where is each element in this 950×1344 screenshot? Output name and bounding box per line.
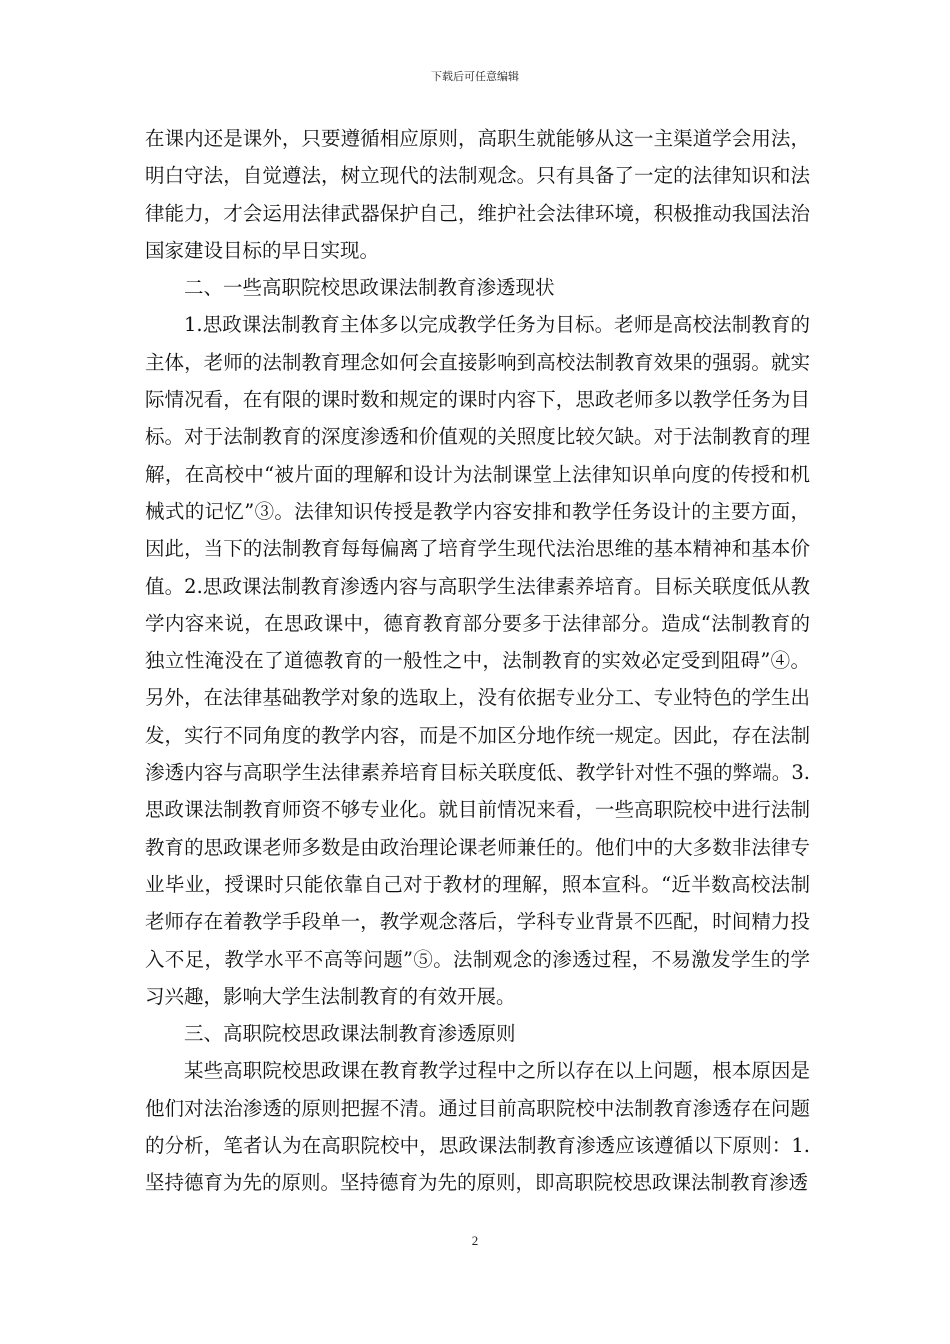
paragraph-status: 1.思政课法制教育主体多以完成教学任务为目标。老师是高校法制教育的主体，老师的法制教育理念如何会直接影响到高校法制教育效果的强弱。就实际情况看，在有限的课时数和规定的课时内容下，思政老师多以教学任务为目标。对于法制教育的深度渗透和价值观的关照度比较欠缺。对于法制教育的理解，在高校中“被片面的理解和设计为法制课堂上法律知识单向度的传授和机械式的记忆”③。法律知识传授是教学内容安排和教学任务设计的主要方面，因此，当下的法制教育每每偏离了培育学生现代法治思维的基本精神和基本价值。2.思政课法制教育渗透内容与高职学生法律素养培育。目标关联度低从教学内容来说，在思政课中，德育教育部分要多于法律部分。造成“法制教育的独立性淹没在了道德教育的一般性之中，法制教育的实效必定受到阻碍”④。另外，在法律基础教学对象的选取上，没有依据专业分工、专业特色的学生出发，实行不同角度的教学内容，而是不加区分地作统一规定。因此，存在法制渗透内容与高职学生法律素养培育目标关联度低、教学针对性不强的弊端。3.思政课法制教育师资不够专业化。就目前情况来看，一些高职院校中进行法制教育的思政课老师多数是由政治理论课老师兼任的。他们中的大多数非法律专业毕业，授课时只能依靠自己对于教材的理解，照本宣科。“近半数高校法制老师存在着教学手段单一，教学观念落后，学科专业背景不匹配，时间精力投入不足，教学水平不高等问题”⑤。法制观念的渗透过程，不易激发学生的学习兴趣，影响大学生法制教育的有效开展。 bbox=[145, 313, 810, 1008]
document-body bbox=[145, 120, 810, 1202]
section-heading-3: 三、高职院校思政课法制教育渗透原则 bbox=[184, 1022, 516, 1046]
page-header: 下载后可任意编辑 bbox=[431, 70, 519, 83]
page-number: 2 bbox=[471, 1233, 479, 1248]
paragraph-continuation: 在课内还是课外，只要遵循相应原则，高职生就能够从这一主渠道学会用法，明白守法，自觉遵法，树立现代的法制观念。只有具备了一定的法律知识和法律能力，才会运用法律武器保护自己，维护社会法律环境，积极推动我国法治国家建设目标的早日实现。 bbox=[145, 127, 810, 262]
section-heading-2: 二、一些高职院校思政课法制教育渗透现状 bbox=[184, 276, 555, 300]
paragraph-principles: 某些高职院校思政课在教育教学过程中之所以存在以上问题，根本原因是他们对法治渗透的原则把握不清。通过目前高职院校中法制教育渗透存在问题的分析，笔者认为在高职院校中，思政课法制教育渗透应该遵循以下原则：1.坚持德育为先的原则。坚持德育为先的原则，即高职院校思政课法制教育渗透 bbox=[145, 1059, 810, 1195]
